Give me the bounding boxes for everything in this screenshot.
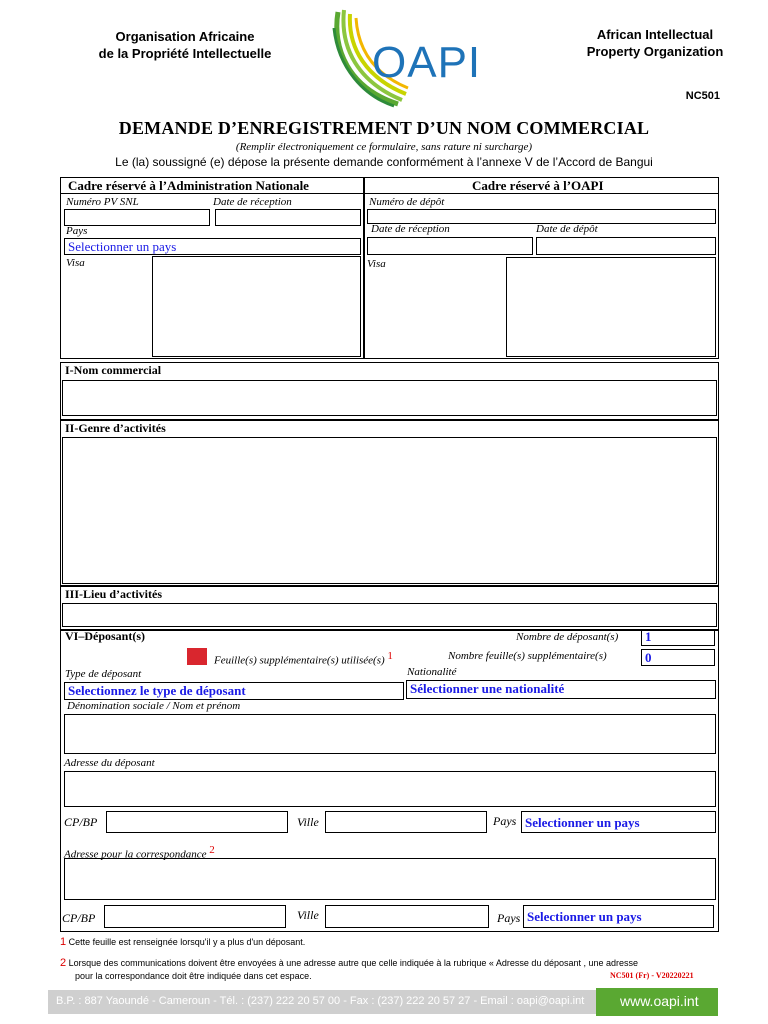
pays-value: Selectionner un pays: [525, 815, 640, 830]
lieu-activites-field[interactable]: [62, 603, 717, 627]
admin-box-heading: Cadre réservé à l’Administration Nationale: [68, 178, 309, 193]
footer-website-link[interactable]: www.oapi.int: [620, 993, 699, 1009]
footnote-1: [60, 936, 305, 948]
cpbp2-field[interactable]: [104, 905, 286, 928]
cpbp-field[interactable]: [106, 811, 288, 833]
pays2-label: Pays: [497, 911, 521, 925]
ville2-field[interactable]: [325, 905, 489, 928]
adresse-deposant-field[interactable]: [64, 771, 716, 807]
cpbp2-label: CP/BP: [62, 911, 96, 925]
nationalite-value: Sélectionner une nationalité: [410, 681, 565, 696]
feuilles-label: [214, 650, 393, 667]
feuilles-label-text: Feuille(s) supplémentaire(s) utilisée(s): [214, 654, 385, 667]
oapi-logo: [328, 8, 488, 108]
footnote-2-number: 2: [60, 957, 67, 969]
oapi-date-reception-field[interactable]: [367, 237, 533, 255]
adresse-corresp-label-text: Adresse pour la correspondance: [64, 848, 207, 861]
nombre-deposants-field[interactable]: [641, 629, 715, 646]
denomination-label: Dénomination sociale / Nom et prénom: [67, 700, 241, 712]
nombre-deposants-value: 1: [645, 629, 652, 644]
ville-label: Ville: [297, 815, 319, 829]
oapi-date-reception-label: Date de réception: [371, 223, 450, 235]
form-intro: Le (la) soussigné (e) dépose la présente demande conformément à l’annexe V de l’Accord de Bangui: [115, 155, 653, 169]
form-title: DEMANDE D’ENREGISTREMENT D’UN NOM COMMERCIAL: [118, 118, 650, 138]
nombre-deposants-label: Nombre de déposant(s): [516, 631, 619, 643]
genre-activites-field[interactable]: [62, 437, 717, 584]
numero-pv-field[interactable]: [64, 209, 210, 226]
org-name-en: [560, 26, 750, 60]
admin-visa-label: Visa: [66, 257, 85, 269]
org-name-fr: [70, 28, 300, 62]
adresse-corresp-field[interactable]: [64, 858, 716, 900]
numero-depot-field[interactable]: [367, 209, 716, 224]
denomination-field[interactable]: [64, 714, 716, 754]
org-name-fr-line1: Organisation Africaine: [115, 29, 255, 44]
pays-label: Pays: [493, 814, 517, 828]
admin-date-reception-field[interactable]: [215, 209, 361, 226]
nombre-feuilles-field[interactable]: [641, 649, 715, 666]
oapi-box-heading: Cadre réservé à l’OAPI: [472, 178, 604, 193]
type-deposant-label: Type de déposant: [65, 668, 142, 680]
oapi-visa-label: Visa: [367, 258, 386, 270]
adresse-deposant-label: Adresse du déposant: [64, 757, 155, 769]
footnote-2-line2: pour la correspondance doit être indiquée dans cet espace.: [75, 971, 312, 981]
reserved-divider: [363, 177, 365, 359]
form-subtitle: (Remplir électroniquement ce formulaire, sans rature ni surcharge): [235, 141, 533, 153]
version-code: NC501 (Fr) - V20220221: [610, 971, 694, 980]
admin-visa-field[interactable]: [152, 256, 361, 357]
date-depot-field[interactable]: [536, 237, 716, 255]
org-name-fr-line2: de la Propriété Intellectuelle: [98, 46, 272, 61]
footnote-ref-1: 1: [387, 650, 393, 662]
footnote-2-line1: Lorsque des communications doivent être envoyées à une adresse autre que celle indiquée à la rubrique « Adresse du déposant , une adresse: [68, 958, 639, 968]
footnote-ref-2: 2: [209, 844, 215, 856]
ville2-label: Ville: [297, 908, 319, 922]
org-name-en-line2: Property Organization: [586, 44, 724, 59]
footnote-1-text: Cette feuille est renseignée lorsqu'il y a plus d'un déposant.: [68, 937, 306, 947]
admin-pays-label: Pays: [66, 225, 88, 237]
oapi-visa-field[interactable]: [506, 257, 716, 357]
type-deposant-value: Selectionnez le type de déposant: [68, 683, 246, 698]
form-code: NC501: [685, 90, 720, 102]
footnote-2: [60, 957, 638, 969]
footnote-1-number: 1: [60, 936, 67, 948]
section-genre-title: II-Genre d’activités: [65, 421, 166, 435]
nom-commercial-field[interactable]: [62, 380, 717, 416]
org-name-en-line1: African Intellectual: [596, 27, 714, 42]
date-depot-label: Date de dépôt: [536, 223, 598, 235]
numero-depot-label: Numéro de dépôt: [369, 196, 445, 208]
cpbp-label: CP/BP: [64, 815, 98, 829]
admin-date-reception-label: Date de réception: [213, 196, 292, 208]
nationalite-label: Nationalité: [407, 666, 457, 678]
section-deposant-title: VI–Déposant(s): [65, 629, 146, 643]
footer-address: B.P. : 887 Yaoundé - Cameroun - Tél. : (237) 222 20 57 00 - Fax : (237) 222 20 57 27 - Email : oapi@oapi.int: [56, 995, 585, 1007]
admin-pays-value: Selectionner un pays: [68, 239, 177, 254]
pays2-value: Selectionner un pays: [527, 909, 642, 924]
oapi-logo-text: OAPI: [372, 38, 482, 87]
ville-field[interactable]: [325, 811, 487, 833]
nombre-feuilles-value: 0: [645, 650, 652, 665]
section-lieu-title: III-Lieu d’activités: [65, 587, 162, 601]
nombre-feuilles-label: Nombre feuille(s) supplémentaire(s): [448, 650, 607, 662]
section-nom-title: I-Nom commercial: [65, 363, 162, 377]
numero-pv-label: Numéro PV SNL: [66, 196, 139, 208]
feuilles-checkbox[interactable]: [187, 648, 207, 665]
